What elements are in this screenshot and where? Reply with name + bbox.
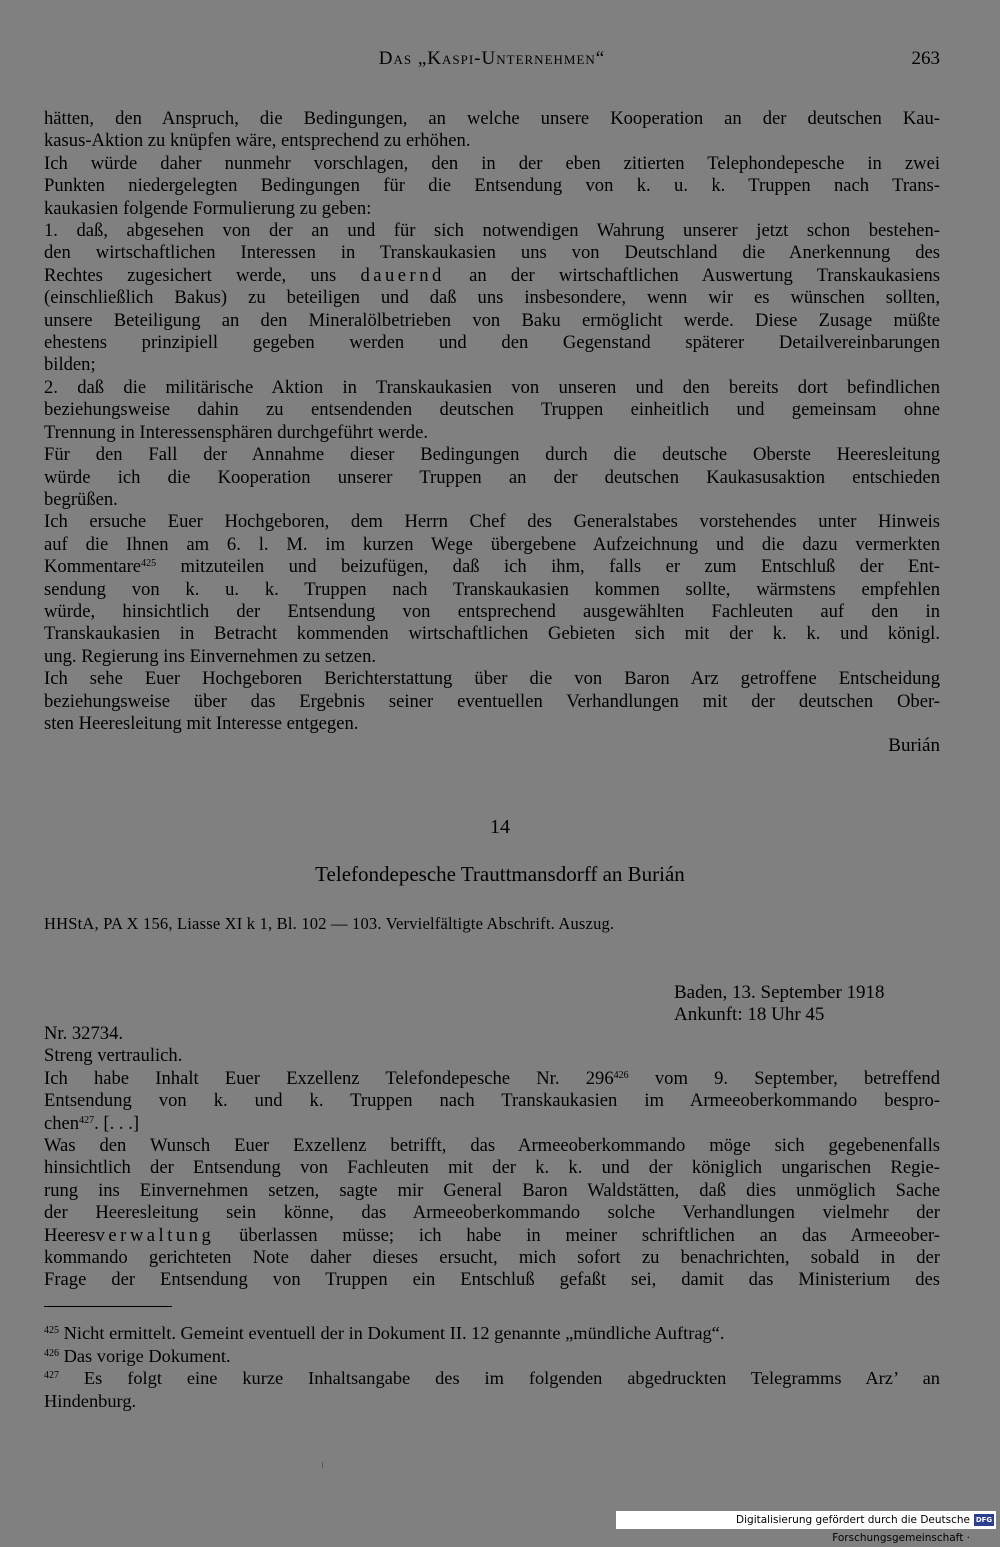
- text-line: Ich ersuche Euer Hochgeboren, dem Herrn Chef des Generalstabes vorstehendes unter Hinweis: [44, 511, 940, 533]
- text-line: 2. daß die militärische Aktion in Transkaukasien von unseren und den bereits dort befindlichen: [44, 376, 940, 398]
- footnote: [44, 1367, 940, 1390]
- emphasized-word: dauernd: [360, 264, 445, 286]
- text-line: Ich würde daher nunmehr vorschlagen, den in der eben zitierten Telephondepesche in zwei: [44, 152, 940, 174]
- text-line: Für den Fall der Annahme dieser Bedingungen durch die deutsche Oberste Heeresleitung: [44, 444, 940, 466]
- text-fragment: an der wirtschaftlichen Auswertung Transkaukasiens: [469, 264, 940, 286]
- text-line: [44, 1113, 940, 1135]
- text-line: den wirtschaftlichen Interessen in Transkaukasien uns von Deutschland die Anerkennung des: [44, 242, 940, 264]
- text-fragment: mitzuteilen und beizufügen, daß ich ihm, falls er zum Entschluß der Ent-: [180, 556, 940, 578]
- text-line: hinsichtlich der Entsendung von Fachleuten mit der k. k. und der königlich ungarischen Regie-: [44, 1157, 940, 1179]
- text-line: bilden;: [44, 354, 96, 376]
- emphasized-word: verwaltung: [95, 1224, 215, 1246]
- text-line: ehestens prinzipiell gegeben werden und den Gegenstand späterer Detailvereinbarungen: [44, 332, 940, 354]
- text-line: [44, 265, 940, 287]
- dateline: [674, 982, 885, 1026]
- text-line: rung ins Einvernehmen setzen, sagte mir General Baron Waldstätten, daß dies unmöglich Sache: [44, 1179, 940, 1201]
- footnote: [44, 1322, 940, 1345]
- text-line: (einschließlich Bakus) zu beteiligen und daß uns insbesondere, wenn wir es wünschen sollten,: [44, 287, 940, 309]
- text-line: hätten, den Anspruch, die Bedingungen, an welche unsere Kooperation an der deutschen Kau-: [44, 108, 940, 129]
- footnote-reference: 427: [79, 1114, 95, 1126]
- page-number: 263: [911, 48, 940, 69]
- text-line: würde ich die Kooperation unserer Truppen an der deutschen Kaukasusaktion entschieden: [44, 466, 940, 488]
- text-line: unsere Beteiligung an den Mineralölbetrieben von Baku ermöglicht werde. Diese Zusage müßte: [44, 309, 940, 331]
- text-line: der Heeresleitung sein könne, das Armeeoberkommando solche Verhandlungen vielmehr der: [44, 1202, 940, 1224]
- footnote-continuation: Hindenburg.: [44, 1390, 137, 1411]
- credit-text: Digitalisierung gefördert durch die Deutsche Forschungsgemeinschaft ·: [736, 1514, 970, 1544]
- text-line: [44, 1225, 940, 1247]
- footnote-separator: [44, 1306, 172, 1307]
- document-number: 14: [490, 816, 510, 838]
- text-line: kaukasien folgende Formulierung zu geben:: [44, 197, 372, 219]
- text-fragment: . [. . .]: [94, 1112, 140, 1134]
- text-line: Transkaukasien in Betracht kommenden wirtschaftlichen Gebieten sich mit der k. k. und königl.: [44, 623, 940, 645]
- text-line: Streng vertraulich.: [44, 1045, 183, 1067]
- text-line: ung. Regierung ins Einvernehmen zu setzen.: [44, 645, 377, 667]
- text-line: beziehungsweise dahin zu entsendenden deutschen Truppen einheitlich und gemeinsam ohne: [44, 399, 940, 421]
- text-fragment: chen: [44, 1112, 80, 1134]
- running-head: Das „Kaspi-Unternehmen“: [378, 48, 606, 69]
- text-line: 1. daß, abgesehen von der an und für sich notwendigen Wahrung unserer jetzt schon bestehen-: [44, 220, 940, 242]
- text-line: begrüßen.: [44, 488, 118, 510]
- footnotes: [44, 1322, 940, 1412]
- footnote: [44, 1345, 940, 1368]
- text-line: beziehungsweise über das Ergebnis seiner eventuellen Verhandlungen mit der deutschen Ober-: [44, 690, 940, 712]
- text-line: Was den Wunsch Euer Exzellenz betrifft, das Armeeoberkommando möge sich gegebenenfalls: [44, 1135, 940, 1157]
- dfg-logo-icon: DFG: [975, 1516, 993, 1524]
- text-fragment: Rechtes zugesichert werde, uns: [44, 264, 337, 286]
- text-line: [44, 1068, 940, 1090]
- footnote-text: Das vorige Dokument.: [63, 1345, 231, 1366]
- footnote-number: 427: [44, 1370, 59, 1381]
- text-line: Punkten niedergelegten Bedingungen für die Entsendung von k. u. k. Truppen nach Trans-: [44, 175, 940, 197]
- signature-burian: Burián: [888, 735, 940, 756]
- footnote-reference: 425: [141, 558, 157, 570]
- text-line: sendung von k. u. k. Truppen nach Transkaukasien kommen sollte, wärmstens empfehlen: [44, 578, 940, 600]
- text-fragment: Ich habe Inhalt Euer Exzellenz Telefondepesche Nr. 296: [44, 1067, 614, 1089]
- footnote-number: 426: [44, 1347, 59, 1359]
- text-fragment: überlassen müsse; ich habe in meiner schriftlichen an das Armeeober-: [239, 1224, 940, 1246]
- arrival-time: Ankunft: 18 Uhr 45: [674, 1004, 825, 1025]
- text-fragment: vom 9. September, betreffend: [654, 1067, 941, 1089]
- text-line: Ich sehe Euer Hochgeboren Berichterstattung über die von Baron Arz getroffene Entscheidung: [44, 668, 940, 690]
- text-line: kasus-Aktion zu knüpfen wäre, entsprechend zu erhöhen.: [44, 130, 471, 152]
- text-line: Trennung in Interessensphären durchgeführt werde.: [44, 421, 428, 443]
- footnote-text: Es folgt eine kurze Inhaltsangabe des im folgenden abgedruckten Telegramms Arz’ an: [83, 1368, 940, 1388]
- text-line: sten Heeresleitung mit Interesse entgegen.: [44, 712, 359, 734]
- text-fragment: Kommentare: [44, 556, 142, 578]
- body-text-section-2: [44, 1023, 940, 1292]
- text-line: Entsendung von k. und k. Truppen nach Transkaukasien im Armeeoberkommando bespro-: [44, 1090, 940, 1112]
- source-note: HHStA, PA X 156, Liasse XI k 1, Bl. 102 — 103. Vervielfältigte Abschrift. Auszug.: [44, 914, 615, 933]
- digitization-credit: [616, 1511, 996, 1544]
- document-title: Telefondepesche Trauttmansdorff an Burián: [315, 862, 685, 886]
- footnote-text: Nicht ermittelt. Gemeint eventuell der in Dokument II. 12 genannte „mündliche Auftrag“.: [63, 1323, 725, 1343]
- text-line: würde, hinsichtlich der Entsendung von entsprechend ausgewählten Fachleuten auf den in: [44, 600, 940, 622]
- text-line: kommando gerichteten Note daher dieses ersucht, mich sofort zu benachrichten, sobald in der: [44, 1247, 940, 1269]
- body-text-section-1: [44, 108, 940, 735]
- text-line: Frage der Entsendung von Truppen ein Entschluß gefaßt sei, damit das Ministerium des: [44, 1269, 940, 1291]
- date-place: Baden, 13. September 1918: [674, 982, 885, 1003]
- footnote-number: 425: [44, 1325, 59, 1336]
- text-line: Nr. 32734.: [44, 1023, 124, 1044]
- text-fragment: Heeres: [44, 1224, 96, 1246]
- text-line: [44, 556, 940, 578]
- page-header: [44, 48, 940, 76]
- scan-mark: [322, 1462, 323, 1468]
- text-line: auf die Ihnen am 6. l. M. im kurzen Wege übergebene Aufzeichnung und die dazu vermerkten: [44, 533, 940, 555]
- footnote-reference: 426: [613, 1069, 629, 1081]
